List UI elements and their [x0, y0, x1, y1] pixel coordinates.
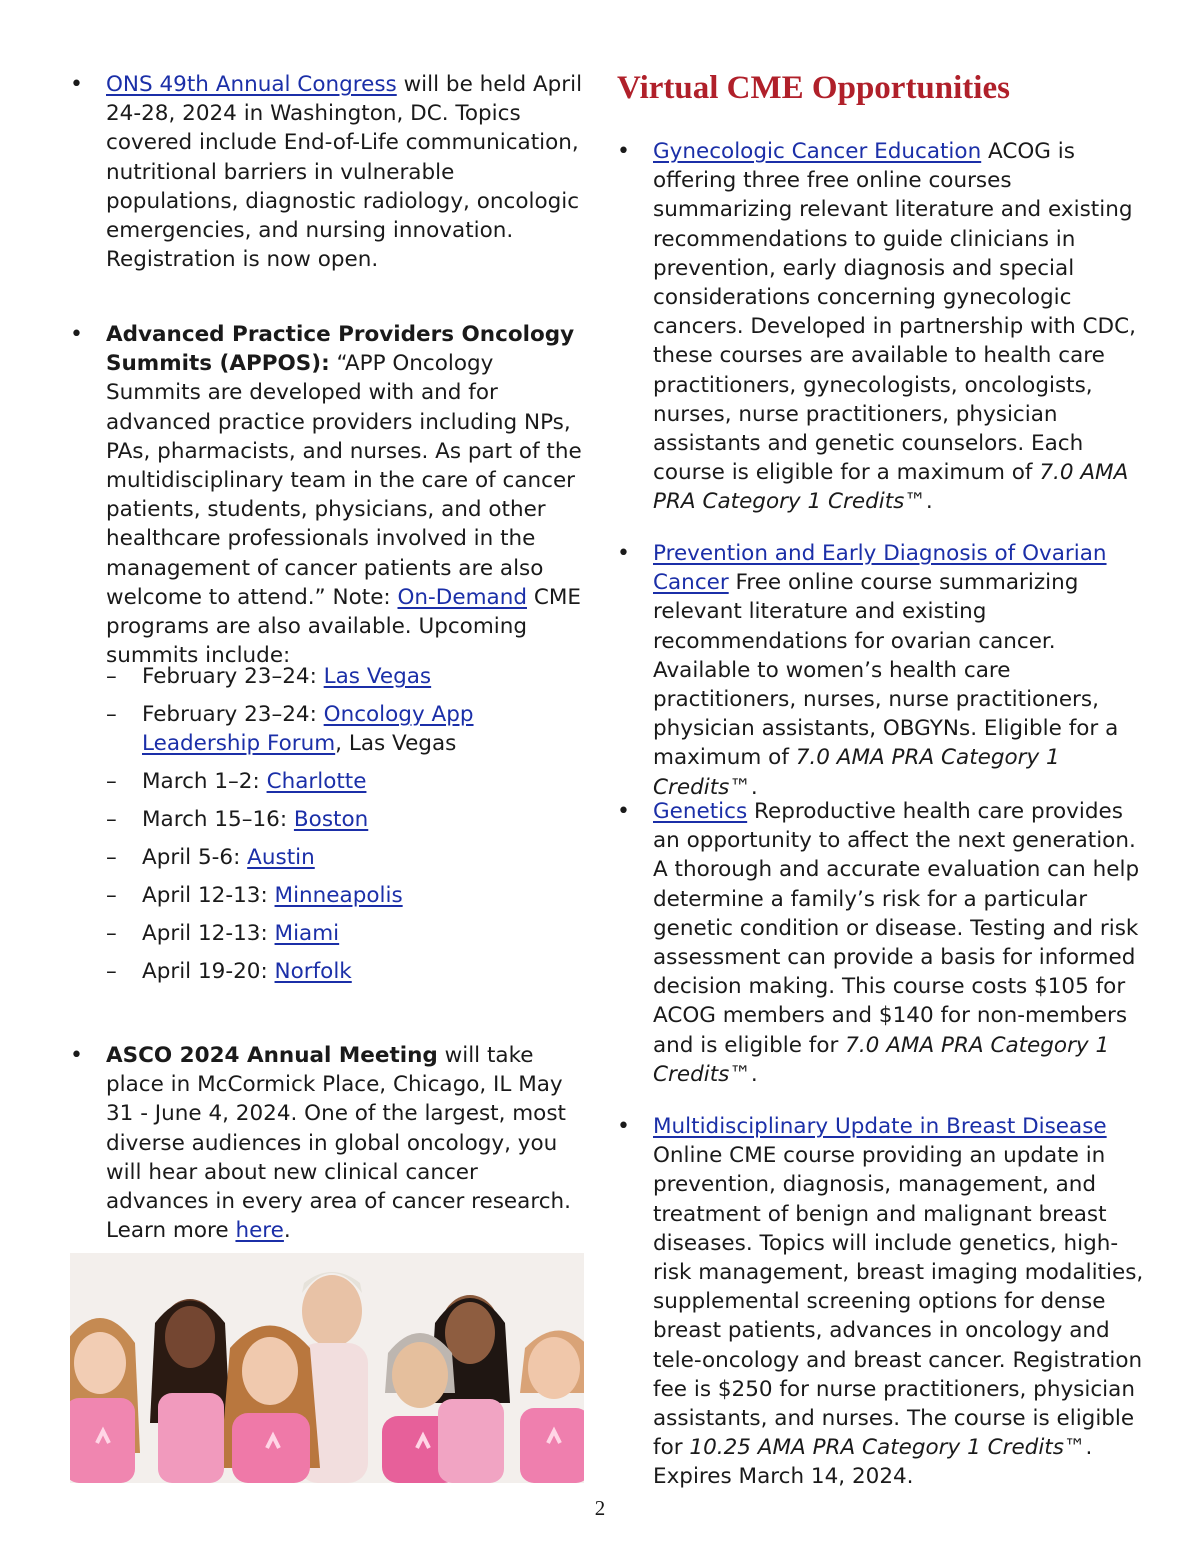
summit-date: April 12-13:	[142, 921, 275, 946]
summit-link-charlotte[interactable]: Charlotte	[266, 769, 367, 794]
summit-date: April 12-13:	[142, 883, 275, 908]
dash-icon: –	[106, 807, 117, 832]
ovarian-end: .	[750, 774, 758, 800]
dash-icon: –	[106, 921, 117, 946]
genetics-end: .	[750, 1061, 758, 1087]
summit-date: February 23–24:	[142, 702, 324, 727]
on-demand-link[interactable]: On-Demand	[397, 584, 527, 610]
genetics-credits: 7.0 AMA PRA Category 1 Credits™	[653, 1032, 1110, 1087]
bullet-icon: •	[617, 799, 630, 824]
summit-link-norfolk[interactable]: Norfolk	[274, 959, 352, 984]
ovarian-credits: 7.0 AMA PRA Category 1 Credits™	[653, 745, 1060, 800]
dash-icon: –	[106, 959, 117, 984]
dash-icon: –	[106, 664, 117, 689]
women-group-photo	[70, 1253, 584, 1483]
dash-icon: –	[106, 883, 117, 908]
summit-date: April 5-6:	[142, 845, 248, 870]
ovarian-cancer-text: Free online course summarizing relevant literature and existing recommendations for ovarian cancer. Available to women’s health care practitioners, nurses, nurse practitioners, physician assistants, OBGYNs. Eligible for a maximum of	[653, 570, 1119, 771]
bullet-icon: •	[70, 322, 83, 347]
appos-text: “APP Oncology Summits are developed with and for advanced practice providers including NPs, PAs, pharmacists, and nurses. As part of the multidisciplinary team in the care of cancer patients, students, physicians, and other healthcare professionals involved in the management of cancer patients are also welcome to attend.” Note:	[106, 351, 582, 610]
asco-text: will take place in McCormick Place, Chicago, IL May 31 - June 4, 2024. One of the largest, most diverse audiences in global oncology, you will hear about new clinical cancer advances in every area of cancer research. Learn more	[106, 1043, 571, 1244]
asco-end: .	[283, 1218, 291, 1244]
breast-disease-item	[617, 1112, 1147, 1492]
appos-text-end: CME programs are also available. Upcoming summits include:	[106, 584, 581, 669]
summit-item	[106, 957, 576, 986]
gyn-cancer-link[interactable]: Gynecologic Cancer Education	[653, 139, 982, 164]
summit-date: March 1–2:	[142, 769, 267, 794]
genetics-text: Reproductive health care provides an opportunity to affect the next generation. A thorough and accurate evaluation can help determine a family’s risk for a particular genetic condition or disease. Testing and risk assessment can provide a basis for informed decision making. This course costs $105 for ACOG members and $140 for non-members and is eligible for	[653, 799, 1140, 1058]
summit-date: February 23–24:	[142, 664, 324, 689]
breast-disease-link[interactable]: Multidisciplinary Update in Breast Disease	[653, 1114, 1107, 1139]
breast-end: . Expires March 14, 2024.	[653, 1435, 1093, 1490]
bullet-icon: •	[617, 1114, 630, 1139]
ons-congress-item	[70, 70, 585, 274]
bullet-icon: •	[70, 72, 83, 97]
ons-congress-text: will be held April 24-28, 2024 in Washington, DC. Topics covered include End-of-Life communication, nutritional barriers in vulnerable populations, diagnostic radiology, oncologic emergencies, and nursing innovation. Registration is now open.	[106, 72, 583, 273]
summit-suffix: , Las Vegas	[335, 731, 457, 757]
page-number: 2	[594, 1496, 606, 1520]
gyn-cancer-item	[617, 137, 1147, 517]
genetics-item	[617, 797, 1147, 1089]
summit-link-leadership-forum[interactable]: Oncology App Leadership Forum	[142, 702, 474, 757]
summit-link-minneapolis[interactable]: Minneapolis	[274, 883, 403, 908]
dash-icon: –	[106, 702, 117, 727]
ovarian-cancer-link[interactable]: Prevention and Early Diagnosis of Ovarian Cancer	[653, 541, 1107, 596]
dash-icon: –	[106, 769, 117, 794]
gyn-end: .	[925, 489, 933, 515]
summit-link-las-vegas[interactable]: Las Vegas	[323, 664, 432, 689]
gyn-credits: 7.0 AMA PRA Category 1 Credits™	[653, 460, 1129, 515]
summit-item	[106, 700, 486, 758]
summit-item	[106, 881, 576, 910]
summit-link-boston[interactable]: Boston	[293, 807, 369, 832]
virtual-cme-heading: Virtual CME Opportunities	[617, 70, 1010, 106]
bullet-icon: •	[617, 139, 630, 164]
summit-date: April 19-20:	[142, 959, 275, 984]
summit-item	[106, 919, 576, 948]
asco-item	[70, 1041, 585, 1245]
asco-title: ASCO 2024 Annual Meeting	[106, 1043, 438, 1068]
appos-item	[70, 320, 585, 670]
genetics-link[interactable]: Genetics	[653, 799, 748, 824]
bullet-icon: •	[617, 541, 630, 566]
appos-title: Advanced Practice Providers Oncology Summits (APPOS):	[106, 322, 575, 377]
summit-item	[106, 805, 576, 834]
asco-here-link[interactable]: here	[235, 1218, 284, 1244]
summit-item	[106, 843, 576, 872]
summit-date: March 15–16:	[142, 807, 294, 832]
breast-disease-text: Online CME course providing an update in prevention, diagnosis, management, and treatment of benign and malignant breast diseases. Topics will include genetics, high-risk management, breast imaging modalities, supplemental screening options for dense breast patients, advances in oncology and tele-oncology and breast cancer. Registration fee is $250 for nurse practitioners, physician assistants, and nurses. The course is eligible for	[653, 1143, 1144, 1461]
breast-credits: 10.25 AMA PRA Category 1 Credits™	[689, 1435, 1086, 1461]
gyn-cancer-text: ACOG is offering three free online courses summarizing relevant literature and existing recommendations to guide clinicians in prevention, early diagnosis and special considerations concerning gynecologic cancers. Developed in partnership with CDC, these courses are available to health care practitioners, gynecologists, oncologists, nurses, nurse practitioners, physician assistants and genetic counselors. Each course is eligible for a maximum of	[653, 139, 1136, 486]
summit-item	[106, 662, 576, 691]
bullet-icon: •	[70, 1043, 83, 1068]
ons-congress-link[interactable]: ONS 49th Annual Congress	[106, 72, 397, 97]
summit-link-miami[interactable]: Miami	[274, 921, 340, 946]
ovarian-cancer-item	[617, 539, 1147, 802]
dash-icon: –	[106, 845, 117, 870]
summit-item	[106, 767, 576, 796]
summit-link-austin[interactable]: Austin	[247, 845, 315, 870]
